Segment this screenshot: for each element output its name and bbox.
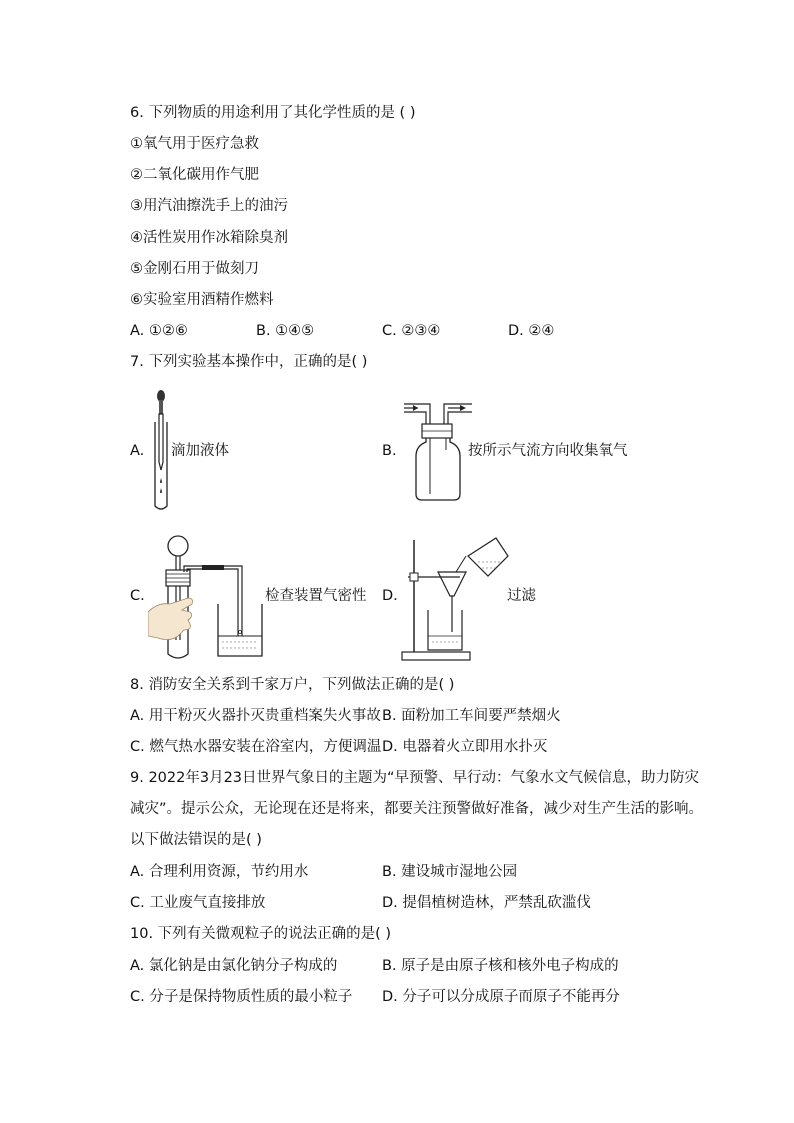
q9-option-b: B. 建设城市湿地公园 xyxy=(382,864,518,880)
q6-option-b: B. ①④⑤ xyxy=(256,323,315,339)
q7-option-c-caption: 检查装置气密性 xyxy=(265,588,367,604)
q6-item-1: ①氧气用于医疗急救 xyxy=(130,136,259,152)
q7-option-d-letter: D. xyxy=(382,588,398,604)
gas-bottle-icon xyxy=(400,398,476,502)
q8-option-d: D. 电器着火立即用水扑灭 xyxy=(382,739,548,755)
q10-stem: 10. 下列有关微观粒子的说法正确的是( ) xyxy=(130,926,392,942)
q10-option-b: B. 原子是由原子核和核外电子构成的 xyxy=(382,958,619,974)
q9-option-c: C. 工业废气直接排放 xyxy=(130,895,266,911)
q8-option-a: A. 用干粉灭火器扑灭贵重档案失火事故 xyxy=(130,708,381,724)
q6-item-5: ⑤金刚石用于做刻刀 xyxy=(130,261,259,277)
q7-option-b-letter: B. xyxy=(382,443,397,459)
q6-option-a: A. ①②⑥ xyxy=(130,323,188,339)
q9-stem-line-3: 以下做法错误的是( ) xyxy=(130,832,262,848)
q6-option-c: C. ②③④ xyxy=(382,323,441,339)
q7-option-d-caption: 过滤 xyxy=(507,588,536,604)
q9-option-d: D. 提倡植树造林，严禁乱砍滥伐 xyxy=(382,895,591,911)
q6-item-3: ③用汽油擦洗手上的油污 xyxy=(130,198,288,214)
q8-option-b: B. 面粉加工车间要严禁烟火 xyxy=(382,708,561,724)
q6-item-4: ④活性炭用作冰箱除臭剂 xyxy=(130,230,288,246)
q7-option-a-letter: A. xyxy=(130,443,145,459)
q6-item-2: ②二氧化碳用作气肥 xyxy=(130,167,259,183)
q7-option-b-caption: 按所示气流方向收集氧气 xyxy=(468,443,628,459)
q8-stem: 8. 消防安全关系到千家万户，下列做法正确的是( ) xyxy=(130,677,455,693)
q6-option-d: D. ②④ xyxy=(508,323,555,339)
q8-option-c: C. 燃气热水器安装在浴室内，方便调温 xyxy=(130,739,382,755)
q10-option-d: D. 分子可以分成原子而原子不能再分 xyxy=(382,989,620,1005)
q7-option-a-caption: 滴加液体 xyxy=(171,443,229,459)
q9-stem-line-1: 9. 2022年3月23日世界气象日的主题为“早预警、早行动：气象水文气候信息，助力防灾 xyxy=(130,770,700,786)
filtration-icon xyxy=(400,532,510,662)
q7-stem: 7. 下列实验基本操作中，正确的是( ) xyxy=(130,354,368,370)
airtightness-apparatus-icon xyxy=(148,532,266,662)
q9-option-a: A. 合理利用资源，节约用水 xyxy=(130,864,309,880)
q6-item-6: ⑥实验室用酒精作燃料 xyxy=(130,292,274,308)
q10-option-a: A. 氯化钠是由氯化钠分子构成的 xyxy=(130,958,338,974)
q9-stem-line-2: 减灾”。提示公众，无论现在还是将来，都要关注预警做好准备，减少对生产生活的影响。 xyxy=(130,801,704,817)
q6-stem: 6. 下列物质的用途利用了其化学性质的是 ( ) xyxy=(130,105,416,121)
q10-option-c: C. 分子是保持物质性质的最小粒子 xyxy=(130,989,353,1005)
q7-option-c-letter: C. xyxy=(130,588,145,604)
